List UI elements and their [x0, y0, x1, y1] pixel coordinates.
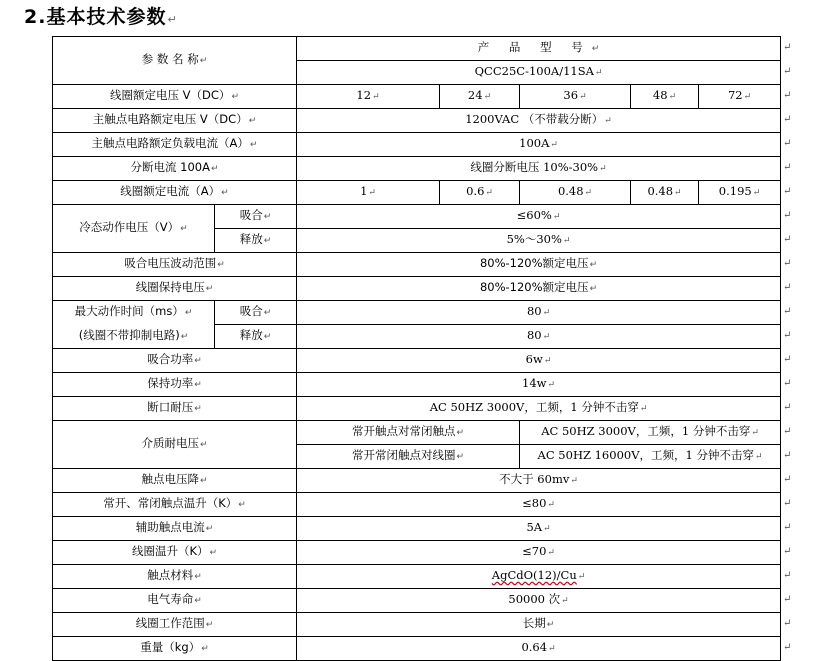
paragraph-mark-icon: ↵: [546, 620, 555, 630]
paragraph-mark-icon: ↵: [205, 284, 214, 294]
paragraph-mark-icon: ↵: [584, 188, 593, 198]
value-cell: 6w↵: [297, 349, 781, 373]
table-row: [53, 109, 781, 133]
table-row: [53, 253, 781, 277]
paragraph-mark-icon: ↵: [751, 428, 759, 438]
row-end-mark-icon: ↵: [783, 641, 792, 653]
sub-label: 释放↵: [215, 229, 297, 253]
value-cell: 80%-120%额定电压↵: [297, 253, 781, 277]
value-cell: AC 50HZ 3000V，工频，1 分钟不击穿↵: [520, 421, 781, 445]
row-end-mark-icon: ↵: [783, 281, 792, 293]
row-end-mark-icon: ↵: [783, 305, 792, 317]
row-end-mark-icon: ↵: [783, 497, 792, 509]
row-end-mark-icon: ↵: [783, 209, 792, 221]
value-cell: 0.48↵: [520, 181, 631, 205]
sub-label: 吸合↵: [215, 301, 297, 325]
paragraph-mark-icon: ↵: [591, 44, 600, 54]
paragraph-mark-icon: ↵: [180, 224, 188, 234]
paragraph-mark-icon: ↵: [550, 140, 558, 150]
row-end-mark-icon: ↵: [783, 257, 792, 269]
row-label: 主触点电路额定电压 V（DC）↵: [53, 109, 297, 133]
paragraph-mark-icon: ↵: [743, 92, 752, 102]
value-cell: 80↵: [297, 325, 781, 349]
value-cell: ≤60%↵: [297, 205, 781, 229]
row-label: 线圈额定电流（A）↵: [53, 181, 297, 205]
paragraph-mark-icon: ↵: [561, 596, 569, 606]
value-cell: AC 50HZ 3000V，工频，1 分钟不击穿↵: [297, 397, 781, 421]
row-end-mark-icon: ↵: [783, 161, 792, 173]
row-end-mark-icon: ↵: [783, 65, 792, 77]
paragraph-mark-icon: ↵: [199, 440, 208, 450]
value-cell: 线圈分断电压 10%-30%↵: [297, 157, 781, 181]
value-cell: 24↵: [440, 85, 520, 109]
table-row: [53, 85, 781, 109]
table-row: [53, 37, 781, 61]
paragraph-mark-icon: ↵: [589, 284, 598, 294]
row-label: 分断电流 100A↵: [53, 157, 297, 181]
table-row: [53, 373, 781, 397]
paragraph-mark-icon: ↵: [263, 332, 272, 342]
value-cell: 0.195↵: [699, 181, 781, 205]
row-label: 最大动作时间（ms）↵: [53, 301, 215, 325]
paragraph-mark-icon: ↵: [194, 356, 202, 366]
table-row: [53, 205, 781, 229]
row-end-mark-icon: ↵: [783, 113, 792, 125]
row-end-mark-icon: ↵: [783, 377, 792, 389]
value-cell: AgCdO(12)/Cu↵: [297, 565, 781, 589]
paragraph-mark-icon: ↵: [456, 452, 465, 462]
value-cell: 100A↵: [297, 133, 781, 157]
value-cell: 1↵: [297, 181, 440, 205]
row-end-mark-icon: ↵: [783, 425, 792, 437]
paragraph-mark-icon: ↵: [674, 188, 682, 198]
value-cell: 14w↵: [297, 373, 781, 397]
value-cell: 80↵: [297, 301, 781, 325]
row-label: 线圈保持电压↵: [53, 277, 297, 301]
row-end-mark-icon: ↵: [783, 329, 792, 341]
table-row: [53, 349, 781, 373]
value-cell: 不大于 60mv↵: [297, 469, 781, 493]
paragraph-mark-icon: ↵: [372, 92, 380, 102]
table-row: [53, 565, 781, 589]
value-cell: 80%-120%额定电压↵: [297, 277, 781, 301]
row-end-mark-icon: ↵: [783, 545, 792, 557]
paragraph-mark-icon: ↵: [599, 164, 607, 174]
row-label: 线圈工作范围↵: [53, 613, 297, 637]
paragraph-mark-icon: ↵: [217, 260, 225, 270]
paragraph-mark-icon: ↵: [238, 500, 246, 510]
row-label: 断口耐压↵: [53, 397, 297, 421]
paragraph-mark-icon: ↵: [221, 188, 229, 198]
table-row: [53, 301, 781, 325]
table-row: [53, 541, 781, 565]
paragraph-mark-icon: ↵: [249, 140, 258, 150]
value-cell: 72↵: [699, 85, 781, 109]
paragraph-mark-icon: ↵: [199, 56, 208, 66]
value-cell: 12↵: [297, 85, 440, 109]
paragraph-mark-icon: ↵: [194, 380, 202, 390]
value-cell: 0.48↵: [631, 181, 699, 205]
row-end-mark-icon: ↵: [783, 233, 792, 245]
model-number: QCC25C-100A/11SA↵: [297, 61, 781, 85]
paragraph-mark-icon: ↵: [194, 404, 202, 414]
section-title: 2.基本技术参数↵: [24, 6, 178, 28]
row-end-mark-icon: ↵: [783, 89, 792, 101]
row-label: 冷态动作电压（V）↵: [53, 205, 215, 253]
product-model-header: 产 品 型 号↵: [297, 37, 781, 61]
table-row: [53, 133, 781, 157]
row-label: 常开、常闭触点温升（K）↵: [53, 493, 297, 517]
paragraph-mark-icon: ↵: [184, 308, 193, 319]
paragraph-mark-icon: ↵: [368, 188, 376, 198]
row-label: 吸合功率↵: [53, 349, 297, 373]
row-label: 保持功率↵: [53, 373, 297, 397]
row-end-mark-icon: ↵: [783, 353, 792, 365]
paragraph-mark-icon: ↵: [194, 596, 202, 606]
paragraph-mark-icon: ↵: [552, 212, 561, 222]
row-label: 触点材料↵: [53, 565, 297, 589]
value-cell: 36↵: [520, 85, 631, 109]
paragraph-mark-icon: ↵: [577, 572, 586, 582]
paragraph-mark-icon: ↵: [263, 212, 272, 222]
paragraph-mark-icon: ↵: [542, 332, 551, 342]
paragraph-mark-icon: ↵: [263, 308, 272, 318]
sub-label: 吸合↵: [215, 205, 297, 229]
paragraph-mark-icon: ↵: [639, 404, 648, 414]
table-row: [53, 181, 781, 205]
row-end-mark-icon: ↵: [783, 41, 792, 53]
row-end-mark-icon: ↵: [783, 185, 792, 197]
row-label: (线圈不带抑制电路)↵: [53, 325, 215, 349]
paragraph-mark-icon: ↵: [483, 92, 492, 102]
paragraph-mark-icon: ↵: [570, 476, 578, 486]
value-cell: 1200VAC （不带载分断）↵: [297, 109, 781, 133]
paragraph-mark-icon: ↵: [485, 188, 493, 198]
value-cell: ≤70↵: [297, 541, 781, 565]
paragraph-mark-icon: ↵: [205, 620, 214, 630]
paragraph-mark-icon: ↵: [456, 428, 465, 438]
table-row: [53, 157, 781, 181]
sub-label: 常开常闭触点对线圈↵: [297, 445, 520, 469]
paragraph-mark-icon: ↵: [210, 164, 219, 174]
row-label: 电气寿命↵: [53, 589, 297, 613]
paragraph-mark-icon: ↵: [205, 524, 214, 534]
paragraph-mark-icon: ↵: [263, 236, 272, 246]
paragraph-mark-icon: ↵: [754, 452, 763, 462]
value-cell: ≤80↵: [297, 493, 781, 517]
table-row: [53, 517, 781, 541]
paragraph-mark-icon: ↵: [752, 188, 761, 198]
row-end-mark-icon: ↵: [783, 593, 792, 605]
value-cell: 5A↵: [297, 517, 781, 541]
sub-label: 常开触点对常闭触点↵: [297, 421, 520, 445]
row-label: 主触点电路额定负载电流（A）↵: [53, 133, 297, 157]
table-row: [53, 277, 781, 301]
row-end-mark-icon: ↵: [783, 449, 792, 461]
paragraph-mark-icon: ↵: [547, 548, 555, 558]
paragraph-mark-icon: ↵: [562, 236, 571, 246]
table-row: [53, 613, 781, 637]
row-label: 线圈额定电压 V（DC）↵: [53, 85, 297, 109]
row-end-mark-icon: ↵: [783, 617, 792, 629]
param-name-header: 参 数 名 称↵: [53, 37, 297, 85]
table-row: [53, 469, 781, 493]
paragraph-mark-icon: ↵: [547, 500, 555, 510]
paragraph-mark-icon: ↵: [542, 308, 551, 318]
paragraph-mark-icon: ↵: [248, 116, 257, 126]
row-label: 重量（kg）↵: [53, 637, 297, 661]
paragraph-mark-icon: ↵: [543, 524, 551, 534]
paragraph-mark-icon: ↵: [589, 260, 598, 270]
paragraph-mark-icon: ↵: [180, 331, 189, 342]
value-cell: 48↵: [631, 85, 699, 109]
paragraph-mark-icon: ↵: [194, 572, 202, 582]
row-label: 线圈温升（K）↵: [53, 541, 297, 565]
table-row: [53, 589, 781, 613]
paragraph-mark-icon: ↵: [543, 356, 552, 366]
paragraph-mark-icon: ↵: [231, 92, 239, 102]
paragraph-mark-icon: ↵: [547, 380, 556, 390]
row-label: 触点电压降↵: [53, 469, 297, 493]
row-label: 吸合电压波动范围↵: [53, 253, 297, 277]
sub-label: 释放↵: [215, 325, 297, 349]
row-end-mark-icon: ↵: [783, 569, 792, 581]
table-row: [53, 397, 781, 421]
value-cell: 0.64↵: [297, 637, 781, 661]
table-row: [53, 325, 781, 349]
paragraph-mark-icon: ↵: [579, 92, 587, 102]
row-end-mark-icon: ↵: [783, 137, 792, 149]
paragraph-mark-icon: ↵: [209, 548, 218, 558]
value-cell: 50000 次↵: [297, 589, 781, 613]
paragraph-mark-icon: ↵: [668, 92, 677, 102]
row-end-mark-icon: ↵: [783, 401, 792, 413]
row-end-mark-icon: ↵: [783, 521, 792, 533]
row-end-mark-icon: ↵: [783, 473, 792, 485]
value-cell: 0.6↵: [440, 181, 520, 205]
value-cell: 5%～30%↵: [297, 229, 781, 253]
paragraph-mark-icon: ↵: [201, 644, 209, 654]
table-row: [53, 421, 781, 445]
table-row: [53, 493, 781, 517]
row-label: 辅助触点电流↵: [53, 517, 297, 541]
row-label: 介质耐电压↵: [53, 421, 297, 469]
value-cell: 长期↵: [297, 613, 781, 637]
paragraph-mark-icon: ↵: [594, 68, 603, 78]
paragraph-mark-icon: ↵: [548, 644, 556, 654]
paragraph-mark-icon: ↵: [199, 476, 208, 486]
spec-table: [52, 36, 781, 661]
value-cell: AC 50HZ 16000V，工频，1 分钟不击穿↵: [520, 445, 781, 469]
paragraph-mark-icon: ↵: [604, 116, 612, 126]
